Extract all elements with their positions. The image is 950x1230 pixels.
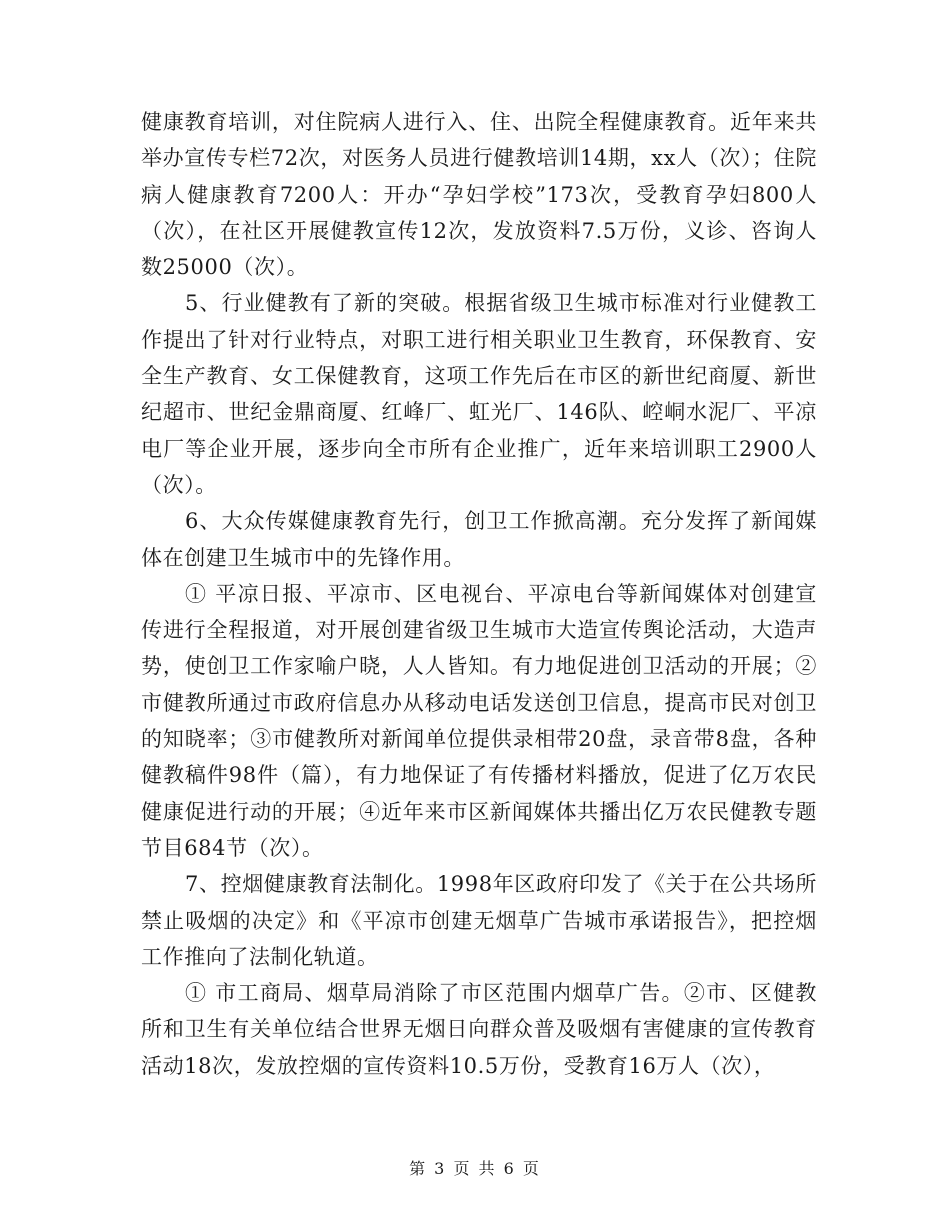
paragraph-health-education-training: 健康教育培训，对住院病人进行入、住、出院全程健康教育。近年来共举办宣传专栏72次，对医务人员进行健教培训14期，xx人（次）；住院病人健康教育7200人：开办“孕妇学校”173次，受教育孕妇800人（次），在社区开展健教宣传12次，发放资料7.5万份，义诊、咨询人数25000（次）。 xyxy=(141,110,817,280)
paragraph-media-reporting: ① 平凉日报、平凉市、区电视台、平凉电台等新闻媒体对创建宣传进行全程报道，对开展创建省级卫生城市大造宣传舆论活动，大造声势，使创卫工作家喻户晓，人人皆知。有力地促进创卫活动的开展；②市健教所通过市政府信息办从移动电话发送创卫信息，提高市民对创卫的知晓率；③市健教所对新闻单位提供录相带20盘，录音带8盘，各种健教稿件98件（篇），有力地保证了有传播材料播放，促进了亿万农民健康促进行动的开展；④近年来市区新闻媒体共播出亿万农民健教专题节目684节（次）。 xyxy=(141,581,817,860)
paragraph-industry-health-education: 5、行业健教有了新的突破。根据省级卫生城市标准对行业健教工作提出了针对行业特点，对职工进行相关职业卫生教育，环保教育、安全生产教育、女工保健教育，这项工作先后在市区的新世纪商厦、新世纪超市、世纪金鼎商厦、红峰厂、虹光厂、146队、崆峒水泥厂、平凉电厂等企业开展，逐步向全市所有企业推广，近年来培训职工2900人（次）。 xyxy=(141,291,817,497)
paragraph-tobacco-ad-removal: ① 市工商局、烟草局消除了市区范围内烟草广告。②市、区健教所和卫生有关单位结合世界无烟日向群众普及吸烟有害健康的宣传教育活动18次，发放控烟的宣传资料10.5万份，受教育16万人（次）， xyxy=(141,981,817,1078)
document-body xyxy=(141,104,817,1084)
page-number-footer: 第 3 页 共 6 页 xyxy=(409,1159,541,1178)
paragraph-mass-media: 6、大众传媒健康教育先行，创卫工作掀高潮。充分发挥了新闻媒体在创建卫生城市中的先锋作用。 xyxy=(141,509,817,570)
paragraph-tobacco-control-law: 7、控烟健康教育法制化。1998年区政府印发了《关于在公共场所禁止吸烟的决定》和《平凉市创建无烟草广告城市承诺报告》，把控烟工作推向了法制化轨道。 xyxy=(141,872,817,969)
